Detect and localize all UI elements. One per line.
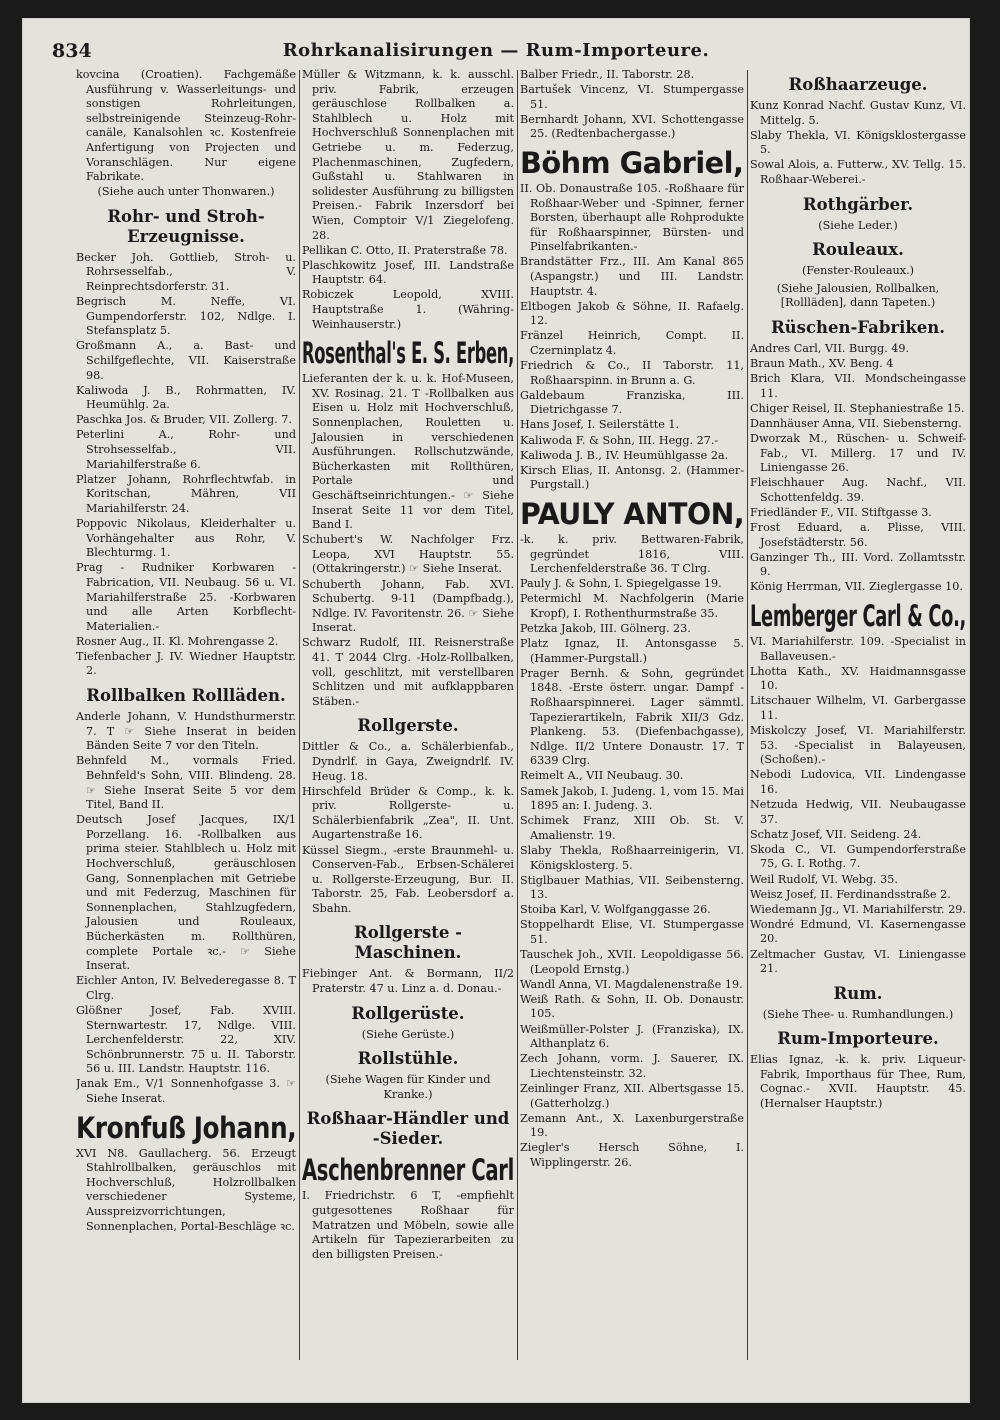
directory-entry: Kirsch Elias, II. Antonsg. 2. (Hammer-Purgstall.) [520, 463, 744, 492]
directory-entry: Deutsch Josef Jacques, IX/1 Porzellang. 16. -Rollbalken aus prima steier. Stahlblech u. Holz mit Hochverschluß, geräuschlosen Gang, Sonnenplachen mit Getriebe und mit Federzug, Maschinen für Sonnenplachen, Stahlzugfedern, Jalousien und Rouleaux, Bücherkästen m. Rollthüren, complete Portale ꝛc.- ☞ Siehe Inserat. [76, 813, 296, 973]
directory-entry: Pellikan C. Otto, II. Praterstraße 78. [302, 243, 508, 257]
section-heading: Roßhaarzeuge. [788, 75, 928, 94]
directory-entry: Eltbogen Jakob & Söhne, II. Rafaelg. 12. [520, 299, 744, 328]
directory-entry: Schimek Franz, XIII Ob. St. V. Amalienstr. 19. [520, 814, 744, 842]
directory-entry: Miskolczy Josef, VI. Mariahilferstr. 53. -Specialist in Balayeusen, (Schoßen).- [750, 724, 966, 767]
column-rule [747, 70, 748, 1360]
directory-entry: Chiger Reisel, II. Stephaniestraße 15. [750, 401, 965, 415]
directory-entry: Kunz Konrad Nachf. Gustav Kunz, VI. Mittelg. 5. [750, 99, 966, 127]
directory-entry: Dittler & Co., a. Schälerbienfab., Dyndrlf. in Gaya, Zweigndrlf. IV. Heug. 18. [302, 740, 514, 783]
directory-entry: Nebodi Ludovica, VII. Lindengasse 16. [750, 768, 966, 796]
directory-entry: Slaby Thekla, Roßhaarreinigerin, VI. Königsklosterg. 5. [520, 843, 744, 872]
directory-entry: I. Friedrichstr. 6 T, -empfiehlt gutgesottenes Roßhaar für Matratzen und Möbeln, sowie alle Artikeln für Tapezierarbeiten zu den billigsten Preisen.- [302, 1189, 514, 1261]
directory-entry: Schwarz Rudolf, III. Reisnerstraße 41. T 2044 Clrg. -Holz-Rollbalken, voll, geschlitzt, mit verstellbaren Schlitzen und mit aufklappbaren Stäben.- [302, 636, 514, 708]
directory-entry: Begrisch M. Neffe, VI. Gumpendorferstr. 102, Ndlge. I. Stefansplatz 5. [76, 295, 296, 338]
directory-entry: Hans Josef, I. Seilerstätte 1. [520, 418, 680, 432]
display-advertisement-name: Kronfuß Johann, [76, 1110, 296, 1145]
column-rule [517, 70, 518, 1360]
section-heading: Rohr- und Stroh-Erzeugnisse. [107, 206, 265, 246]
directory-entry: Schubert's W. Nachfolger Frz. Leopa, XVI Hauptstr. 55. (Ottakringerstr.) ☞ Siehe Inserat. [302, 533, 514, 576]
directory-entry: Wondré Edmund, VI. Kasernengasse 20. [750, 917, 966, 946]
directory-entry: Sowal Alois, a. Futterw., XV. Tellg. 15. Roßhaar-Weberei.- [750, 158, 966, 186]
directory-entry: Platz Ignaz, II. Antonsgasse 5. (Hammer-Purgstall.) [520, 637, 744, 665]
directory-entry: Rosner Aug., II. Kl. Mohrengasse 2. [76, 634, 279, 648]
directory-entry: Bernhardt Johann, XVI. Schottengasse 25. (Redtenbachergasse.) [520, 112, 744, 141]
directory-entry: Brich Klara, VII. Mondscheingasse 11. [750, 372, 966, 400]
display-advertisement-name: Lemberger Carl & Co., [750, 599, 966, 634]
directory-entry: Galdebaum Franziska, III. Dietrichgasse 7. [520, 388, 744, 417]
directory-entry: Kaliwoda J. B., Rohrmatten, IV. Heumühlg. 2a. [76, 383, 296, 412]
page-title: Rohrkanalisirungen — Rum-Importeure. [282, 40, 710, 61]
directory-entry: VI. Mariahilferstr. 109. -Specialist in Ballaveusen.- [750, 635, 966, 663]
display-advertisement-name: Böhm Gabriel, [520, 145, 744, 180]
directory-entry: Reimelt A., VII Neubaug. 30. [520, 769, 684, 783]
section-heading: Rollgerüste. [351, 1003, 465, 1023]
directory-entry: Slaby Thekla, VI. Königsklostergasse 5. [750, 128, 966, 157]
directory-entry: Anderle Johann, V. Hundsthurmerstr. 7. T ☞ Siehe Inserat in beiden Bänden Seite 7 vor den Titeln. [76, 710, 296, 753]
directory-entry: Prager Bernh. & Sohn, gegründet 1848. -Erste österr. ungar. Dampf - Roßhaarspinnerei. Lager sämmtl. Tapezierartikeln, Fabrik XII/3 Gdz. Plankeng. 53. (Diefenbachgasse), Ndlge. II/2 Untere Donaustr. 17. T 6339 Clrg. [520, 666, 744, 768]
section-heading: Rüschen-Fabriken. [770, 317, 946, 337]
directory-entry: -k. k. priv. Bettwaren-Fabrik, gegründet 1816, VIII. Lerchenfelderstraße 36. T Clrg. [520, 532, 744, 576]
display-advertisement-name: PAULY ANTON, [520, 496, 744, 531]
directory-entry: Friedrich & Co., II Taborstr. 11, Roßhaarspinn. in Brunn a. G. [520, 359, 744, 387]
directory-entry: Bartušek Vincenz, VI. Stumpergasse 51. [520, 83, 744, 111]
directory-entry: Lieferanten der k. u. k. Hof-Museen, XV. Rosinag. 21. T -Rollbalken aus Eisen u. Holz mit Hochverschluß, Sonnenplachen, Rouletten u. Jalousien in verschiedenen Ausführungen. Rollschutzwände, Bücherkasten mit Rollthüren, Portale und Geschäftseinrichtungen.- ☞ Siehe Inserat Seite 11 vor dem Titel, Band I. [302, 372, 514, 532]
cross-reference-note: (Siehe Thee- u. Rumhandlungen.) [762, 1007, 954, 1021]
section-heading: Rum-Importeure. [777, 1029, 939, 1049]
section-heading: Rollbalken Rollläden. [86, 686, 286, 706]
directory-entry: Elias Ignaz, -k. k. priv. Liqueur-Fabrik, Importhaus für Thee, Rum, Cognac.- XVII. Hauptstr. 45. (Hernalser Hauptstr.) [750, 1053, 966, 1111]
directory-entry: Fiebinger Ant. & Bormann, II/2 Praterstr. 47 u. Linz a. d. Donau.- [302, 967, 514, 996]
directory-entry: Behnfeld M., vormals Fried. Behnfeld's Sohn, VIII. Blindeng. 28. ☞ Siehe Inserat Seite 5 vor dem Titel, Band II. [76, 754, 296, 812]
directory-entry: Frost Eduard, a. Plisse, VIII. Josefstädterstr. 56. [750, 521, 966, 549]
directory-entry: Pauly J. & Sohn, I. Spiegelgasse 19. [520, 577, 722, 591]
directory-entry: Fleischhauer Aug. Nachf., VII. Schottenfeldg. 39. [750, 476, 966, 504]
directory-entry: Wandl Anna, VI. Magdalenenstraße 19. [520, 977, 743, 991]
directory-entry: Stoiba Karl, V. Wolfganggasse 26. [520, 903, 711, 917]
directory-entry: Glößner Josef, Fab. XVIII. Sternwartestr. 17, Ndlge. VIII. Lerchenfelderstr. 22, XIV. Schönbrunnerstr. 75 u. II. Taborstr. 56 u. III. Landstr. Hauptstr. 116. [76, 1003, 296, 1076]
directory-entry: Prag - Rudniker Korbwaren - Fabrication, VII. Neubaug. 56 u. VI. Mariahilferstraße 25. -Korbwaren und alle Arten Korbflecht-Materialien.- [76, 561, 296, 633]
directory-entry: Peterlini A., Rohr- und Strohsesselfab., VII. Mariahilferstraße 6. [76, 428, 296, 471]
directory-entry: Weißmüller-Polster J. (Franziska), IX. Althanplatz 6. [520, 1022, 744, 1051]
directory-entry: Braun Math., XV. Beng. 4 [750, 357, 894, 371]
directory-entry: Weil Rudolf, VI. Webg. 35. [750, 872, 898, 886]
cross-reference-note: (Siehe Wagen für Kinder und Kranke.) [325, 1073, 491, 1101]
directory-entry: Wiedemann Jg., VI. Mariahilferstr. 29. [750, 902, 966, 916]
directory-entry: Dworzak M., Rüschen- u. Schweif-Fab., VI. Millerg. 17 und IV. Liniengasse 26. [750, 432, 966, 475]
section-heading: Rollgerste - Maschinen. [354, 923, 462, 963]
directory-entry: Poppovic Nikolaus, Kleiderhalter u. Vorhängehalter aus Rohr, V. Blechturmg. 1. [76, 517, 296, 560]
section-heading: Rouleaux. [812, 240, 904, 260]
column-3 [520, 68, 744, 1378]
directory-entry: Großmann A., a. Bast- und Schilfgeflechte, VII. Kaiserstraße 98. [76, 339, 296, 382]
directory-entry: Brandstätter Frz., III. Am Kanal 865 (Aspangstr.) und III. Landstr. Hauptstr. 4. [520, 255, 744, 298]
directory-entry: II. Ob. Donaustraße 105. -Roßhaare für Roßhaar-Weber und -Spinner, ferner Borsten, überhaupt alle Rohprodukte für Roßhaarspinner, Bürsten- und Pinselfabrikanten.- [520, 181, 744, 254]
directory-entry: Lhotta Kath., XV. Haidmannsgasse 10. [750, 664, 966, 693]
directory-entry: Eichler Anton, IV. Belvederegasse 8. T Clrg. [76, 974, 296, 1002]
column-1 [76, 68, 296, 1378]
directory-page [22, 18, 970, 1403]
directory-entry: Andres Carl, VII. Burgg. 49. [750, 341, 910, 355]
directory-entry: König Herrman, VII. Zieglergasse 10. [750, 580, 963, 594]
directory-entry: Litschauer Wilhelm, VI. Garbergasse 11. [750, 694, 966, 722]
directory-entry: Zech Johann, vorm. J. Sauerer, IX. Liechtensteinstr. 32. [520, 1052, 744, 1080]
cross-reference-note: (Siehe Jalousien, Rollbalken, [Rollläden], dann Tapeten.) [776, 281, 940, 310]
directory-entry: Kaliwoda J. B., IV. Heumühlgasse 2a. [520, 448, 729, 462]
directory-entry: kovcina (Croatien). Fachgemäße Ausführung v. Wasserleitungs- und sonstigen Rohrleitungen, selbstreinigende Steinzeug-Rohr-canäle, Kanalsohlen ꝛc. Kostenfreie Anfertigung von Projecten und Voranschlägen. Nur eigene Fabrikate. [76, 68, 296, 184]
directory-entry: Balber Friedr., II. Taborstr. 28. [520, 68, 695, 81]
directory-entry: Müller & Witzmann, k. k. ausschl. priv. Fabrik, erzeugen geräuschlose Rollbalken a. Stahlblech u. Holz mit Hochverschluß Sonnenplachen mit Getriebe u. m. Federzug, Plachenmaschinen, Zugfedern, Gußstahl u. Stahlwaren in solidester Ausführung zu billigsten Preisen.- Fabrik Inzersdorf bei Wien, Comptoir V/1 Ziegelofeng. 28. [302, 68, 514, 242]
directory-entry: Ganzinger Th., III. Vord. Zollamtsstr. 9. [750, 550, 966, 579]
directory-entry: Petzka Jakob, III. Gölnerg. 23. [520, 622, 691, 635]
section-heading: Rum. [833, 983, 883, 1003]
directory-entry: Weiß Rath. & Sohn, II. Ob. Donaustr. 105. [520, 992, 744, 1021]
cross-reference-note: (Siehe Leder.) [818, 218, 898, 232]
page-number: 834 [52, 40, 92, 62]
section-heading: Rollgerste. [357, 716, 459, 736]
directory-entry: Fränzel Heinrich, Compt. II. Czerninplatz 4. [520, 329, 744, 357]
directory-entry: Ziegler's Hersch Söhne, I. Wipplingerstr. 26. [520, 1141, 744, 1169]
column-4 [750, 68, 966, 1378]
directory-entry: Plaschkowitz Josef, III. Landstraße Hauptstr. 64. [302, 258, 514, 287]
directory-entry: Paschka Jos. & Bruder, VII. Zollerg. 7. [76, 413, 292, 427]
directory-entry: Kaliwoda F. & Sohn, III. Hegg. 27.- [520, 433, 719, 447]
directory-entry: Weisz Josef, II. Ferdinandsstraße 2. [750, 887, 951, 901]
running-head [22, 40, 970, 70]
directory-entry: Tiefenbacher J. IV. Wiedner Hauptstr. 2. [76, 649, 296, 678]
display-advertisement-name: Rosenthal's E. S. Erben, [302, 336, 514, 371]
directory-entry: Netzuda Hedwig, VII. Neubaugasse 37. [750, 798, 966, 826]
column-rule [299, 70, 300, 1360]
directory-entry: Stiglbauer Mathias, VII. Seibensterng. 13. [520, 873, 744, 902]
directory-entry: Zeltmacher Gustav, VI. Liniengasse 21. [750, 947, 966, 976]
directory-entry: Janak Em., V/1 Sonnenhofgasse 3. ☞ Siehe Inserat. [76, 1077, 296, 1105]
cross-reference-note: (Siehe auch unter Thonwaren.) [97, 185, 275, 199]
directory-entry: Zeinlinger Franz, XII. Albertsgasse 15. (Gatterholzg.) [520, 1081, 744, 1110]
directory-entry: Stoppelhardt Elise, VI. Stumpergasse 51. [520, 918, 744, 946]
directory-entry: Tauschek Joh., XVII. Leopoldigasse 56. (Leopold Ernstg.) [520, 948, 744, 976]
directory-entry: Küssel Siegm., -erste Braunmehl- u. Conserven-Fab., Erbsen-Schälerei u. Rollgerste-Erzeugung, Bur. II. Taborstr. 25, Fab. Leobersdorf a. Sbahn. [302, 843, 514, 915]
cross-reference-note: (Fenster-Rouleaux.) [802, 264, 914, 278]
section-heading: Roßhaar-Händler und -Sieder. [306, 1109, 510, 1149]
directory-entry: Becker Joh. Gottlieb, Stroh- u. Rohrsesselfab., V. Reinprechtsdorferstr. 31. [76, 250, 296, 294]
display-advertisement-name: Aschenbrenner Carl [302, 1153, 514, 1188]
directory-entry: Petermichl M. Nachfolgerin (Marie Kropf), I. Rothenthurmstraße 35. [520, 592, 744, 620]
cross-reference-note: (Siehe Gerüste.) [361, 1027, 455, 1041]
directory-entry: Schuberth Johann, Fab. XVI. Schubertg. 9-11 (Dampfbadg.), Ndlge. IV. Favoritenstr. 26. ☞ Siehe Inserat. [302, 577, 514, 635]
directory-entry: Skoda C., VI. Gumpendorferstraße 75, G. I. Rothg. 7. [750, 842, 966, 871]
directory-entry: Samek Jakob, I. Judeng. 1, vom 15. Mai 1895 an: I. Judeng. 3. [520, 784, 744, 813]
directory-entry: Dannhäuser Anna, VII. Siebensterng. [750, 416, 962, 430]
directory-entry: Robiczek Leopold, XVIII. Hauptstraße 1. (Währing-Weinhauserstr.) [302, 288, 514, 331]
directory-entry: Schatz Josef, VII. Seideng. 24. [750, 827, 922, 841]
section-heading: Rollstühle. [357, 1049, 459, 1069]
directory-entry: Friedländer F., VII. Stiftgasse 3. [750, 505, 932, 519]
directory-entry: Zemann Ant., X. Laxenburgerstraße 19. [520, 1111, 744, 1140]
directory-entry: XVI N8. Gaullacherg. 56. Erzeugt Stahlrollbalken, geräuschlos mit Hochverschluß, Holzrollbalken verschiedener Systeme, Ausspreizvorrichtungen, Sonnenplachen, Portal-Beschläge ꝛc. [76, 1146, 296, 1233]
directory-entry: Platzer Johann, Rohrflechtwfab. in Koritschan, Mähren, VII Mariahilferstr. 24. [76, 472, 296, 515]
section-heading: Rothgärber. [802, 194, 914, 214]
directory-entry: Hirschfeld Brüder & Comp., k. k. priv. Rollgerste- u. Schälerbienfabrik „Zea", II. Unt. Augartenstraße 16. [302, 784, 514, 842]
column-2 [302, 68, 514, 1378]
